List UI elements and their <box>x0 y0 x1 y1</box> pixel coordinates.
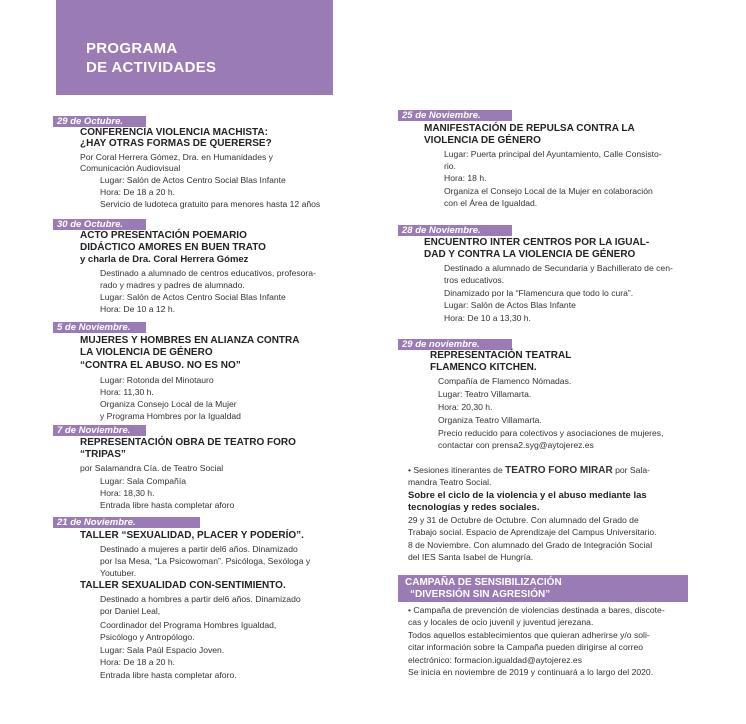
event-detail: Organiza Teatro Villamarta. <box>438 415 542 425</box>
campaign-detail: Se inicia en noviembre de 2019 y continuará a lo largo del 2020. <box>408 667 654 677</box>
event-detail: Compañía de Flamenco Nómadas. <box>438 376 572 386</box>
event-detail: contactar con prensa2.syg@aytojerez.es <box>438 440 594 450</box>
teatro-foro-line: • Sesiones itinerantes de TEATRO FORO MIRAR por Sala- <box>408 465 650 476</box>
campaign-detail: cas y locales de ocio juvenil y juventud jerezana. <box>408 617 594 627</box>
event-detail: Organiza Consejo Local de la Mujer <box>100 399 237 409</box>
event-detail: Hora: 18,30 h. <box>100 488 155 498</box>
event-title: ENCUENTRO INTER CENTROS POR LA IGUAL- <box>424 237 650 248</box>
event-detail: rio. <box>444 161 456 171</box>
event-detail: Hora: De 10 a 12 h. <box>100 304 176 314</box>
event-date: 7 de Noviembre. <box>53 425 146 436</box>
event-detail: Lugar: Sala Compañía <box>100 476 186 486</box>
event-title: TALLER “SEXUALIDAD, PLACER Y PODERÍO”. <box>80 530 304 541</box>
campaign-detail: • Campaña de prevención de violencias destinada a bares, discote- <box>408 605 665 615</box>
event-detail: Destinado a alumnado de Secundaria y Bachillerato de cen- <box>444 263 673 273</box>
event-detail: Hora: 11,30 h. <box>100 387 154 397</box>
event-detail: Hora: De 18 a 20 h. <box>100 657 176 667</box>
event-detail: Comunicación Audiovisual <box>80 163 181 173</box>
event-detail: Destinado a mujeres a partir del6 años. Dinamizado <box>100 544 298 554</box>
campaign-detail: Todos aquellos establecimientos que quieran adherirse y/o soli- <box>408 630 650 640</box>
event-detail: y Programa Hombres por la Igualdad <box>100 411 241 421</box>
event-detail: por Isa Mesa, “La Psicowoman”. Psicóloga, Sexóloga y <box>100 556 311 566</box>
event-detail: Lugar: Sala Paúl Espacio Joven. <box>100 645 225 655</box>
event-detail: Servicio de ludoteca gratuito para menores hasta 12 años <box>100 199 321 209</box>
event-date: 25 de Noviembre. <box>398 110 512 121</box>
event-detail: Organiza el Consejo Local de la Mujer en colaboración <box>444 186 653 196</box>
teatro-foro-detail: 29 y 31 de Octubre de Octubre. Con alumnado del Grado de <box>408 515 639 525</box>
event-title: MUJERES Y HOMBRES EN ALIANZA CONTRA <box>80 335 300 346</box>
event-date: 30 de Octubre. <box>53 219 146 230</box>
event-title: REPRESENTACIÓN OBRA DE TEATRO FORO <box>80 437 296 448</box>
campaign-title: CAMPAÑA DE SENSIBILIZACIÓN <box>405 577 562 588</box>
event-title: “TRIPAS” <box>80 449 126 460</box>
event-title: DAD Y CONTRA LA VIOLENCIA DE GÉNERO <box>424 249 636 260</box>
event-date: 21 de Noviembre. <box>53 517 200 528</box>
event-title: ¿HAY OTRAS FORMAS DE QUERERSE? <box>80 138 272 149</box>
header-title-line2: DE ACTIVIDADES <box>86 59 217 76</box>
teatro-foro-detail: Trabajo social. Espacio de Aprendizaje del Campus Universitario. <box>408 527 657 537</box>
event-detail: Hora: 20,30 h. <box>438 402 493 412</box>
event-title: CONFERENCIA VIOLENCIA MACHISTA: <box>80 127 268 138</box>
event-detail: Destinado a alumnado de centros educativos, profesora- <box>100 268 316 278</box>
header-title-line1: PROGRAMA <box>86 40 178 57</box>
event-detail: Destinado a hombres a partir del6 años. Dinamizado <box>100 594 301 604</box>
event-detail: por Daniel Leal, <box>100 606 161 616</box>
event-title: TALLER SEXUALIDAD CON-SENTIMIENTO. <box>80 580 286 591</box>
teatro-foro-detail: 8 de Noviembre. Con alumnado del Grado de Integración Social <box>408 540 653 550</box>
event-detail: Lugar: Puerta principal del Ayuntamiento, Calle Consisto- <box>444 149 662 159</box>
event-detail: tros educativos. <box>444 275 505 285</box>
event-detail: Entrada libre hasta completar aforo <box>100 500 235 510</box>
event-detail: rado y madres y padres de alumnado. <box>100 280 245 290</box>
event-title: “CONTRA EL ABUSO. NO ES NO” <box>80 360 241 371</box>
event-detail: Lugar: Salón de Actos Centro Social Blas Infante <box>100 175 286 185</box>
event-title: REPRESENTACIÓN TEATRAL <box>430 350 572 361</box>
event-detail: Hora: De 18 a 20 h. <box>100 187 176 197</box>
event-detail: Lugar: Rotonda del Minotauro <box>100 375 214 385</box>
event-title: LA VIOLENCIA DE GÉNERO <box>80 347 213 358</box>
event-detail: Youtuber. <box>100 568 137 578</box>
campaign-subtitle: “DIVERSIÓN SIN AGRESIÓN” <box>410 589 551 600</box>
event-detail: Por Coral Herrera Gómez, Dra. en Humanidades y <box>80 152 273 162</box>
event-title: DIDÁCTICO AMORES EN BUEN TRATO <box>80 242 266 253</box>
event-title: FLAMENCO KITCHEN. <box>430 362 537 373</box>
header-banner <box>56 0 333 95</box>
event-detail: Precio reducido para colectivos y asociaciones de mujeres, <box>438 428 664 438</box>
event-subtitle: y charla de Dra. Coral Herrera Gómez <box>80 254 249 265</box>
event-date: 29 de noviembre. <box>398 339 512 350</box>
event-detail: Dinamizado por la “Flamencura que todo lo cura”. <box>444 288 634 298</box>
event-title: MANIFESTACIÓN DE REPULSA CONTRA LA <box>424 123 635 134</box>
event-date: 5 de Noviembre. <box>53 322 146 333</box>
event-detail: Hora: De 10 a 13,30 h. <box>444 313 531 323</box>
event-detail: Lugar: Salón de Actos Blas Infante <box>444 300 576 310</box>
event-date: 29 de Octubre. <box>53 116 146 127</box>
event-detail: Psicólogo y Antropólogo. <box>100 632 195 642</box>
teatro-foro-detail: del IES Santa Isabel de Hungría. <box>408 552 534 562</box>
event-detail: por Salamandra Cía. de Teatro Social <box>80 463 224 473</box>
event-detail: Entrada libre hasta completar aforo. <box>100 670 237 680</box>
event-detail: Coordinador del Programa Hombres Igualdad, <box>100 620 277 630</box>
event-detail: con el Área de Igualdad. <box>444 198 538 208</box>
teatro-foro-title: tecnologías y redes sociales. <box>408 502 540 513</box>
campaign-detail: citar información sobre la Campaña pueden dirigirse al correo <box>408 642 644 652</box>
event-title: ACTO PRESENTACIÓN POEMARIO <box>80 230 247 241</box>
teatro-foro-title: Sobre el ciclo de la violencia y el abuso mediante las <box>408 490 647 501</box>
campaign-banner <box>398 575 688 602</box>
event-detail: Hora: 18 h. <box>444 173 487 183</box>
event-title: VIOLENCIA DE GÉNERO <box>424 135 541 146</box>
event-detail: Lugar: Teatro Villamarta. <box>438 389 532 399</box>
teatro-foro-detail: mandra Teatro Social. <box>408 477 492 487</box>
campaign-detail: electrónico: formacion.igualdad@aytojerez.es <box>408 655 583 665</box>
event-detail: Lugar: Salón de Actos Centro Social Blas Infante <box>100 292 286 302</box>
event-date: 28 de Noviembre. <box>398 225 512 236</box>
